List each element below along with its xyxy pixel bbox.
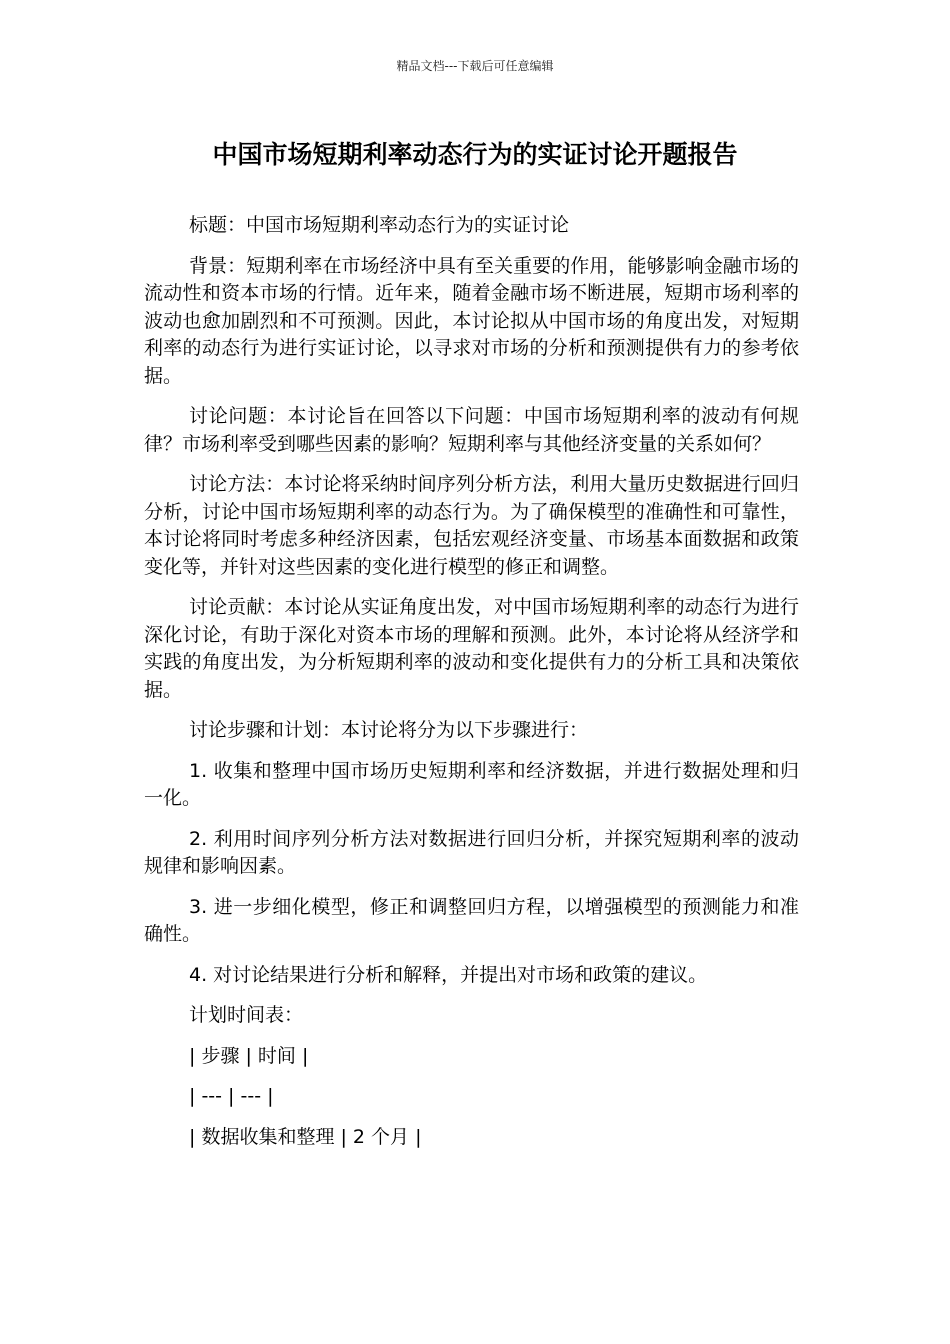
paragraph-research-methods: 讨论方法：本讨论将采纳时间序列分析方法，利用大量历史数据进行回归分析，讨论中国市场短期利率的动态行为。为了确保模型的准确性和可靠性，本讨论将同时考虑多种经济因素，包括宏观经济变量、市场基本面数据和政策变化等，并针对这些因素的变化进行模型的修正和调整。 <box>144 473 799 578</box>
paragraph-research-questions: 讨论问题：本讨论旨在回答以下问题：中国市场短期利率的波动有何规律？市场利率受到哪些因素的影响？短期利率与其他经济变量的关系如何？ <box>144 405 799 455</box>
paragraph-topic: 标题：中国市场短期利率动态行为的实证讨论 <box>189 214 570 236</box>
paragraph-steps-intro: 讨论步骤和计划：本讨论将分为以下步骤进行： <box>189 719 589 741</box>
paragraph-background: 背景：短期利率在市场经济中具有至关重要的作用，能够影响金融市场的流动性和资本市场的行情。近年来，随着金融市场不断进展，短期市场利率的波动也愈加剧烈和不可预测。因此，本讨论拟从中国市场的角度出发，对短期利率的动态行为进行实证讨论，以寻求对市场的分析和预测提供有力的参考依据。 <box>144 254 799 387</box>
paragraph-step-1: 1. 收集和整理中国市场历史短期利率和经济数据，并进行数据处理和归一化。 <box>144 759 799 809</box>
paragraph-step-3: 3. 进一步细化模型，修正和调整回归方程，以增强模型的预测能力和准确性。 <box>144 895 799 945</box>
paragraph-step-4: 4. 对讨论结果进行分析和解释，并提出对市场和政策的建议。 <box>189 963 708 986</box>
schedule-table-row: | 数据收集和整理 | 2 个月 | <box>189 1125 422 1148</box>
paragraph-schedule-heading: 计划时间表： <box>189 1004 304 1026</box>
paragraph-contribution: 讨论贡献：本讨论从实证角度出发，对中国市场短期利率的动态行为进行深化讨论，有助于深化对资本市场的理解和预测。此外，本讨论将从经济学和实践的角度出发，为分析短期利率的波动和变化提供有力的分析工具和决策依据。 <box>144 596 799 701</box>
schedule-table-header-row: | 步骤 | 时间 | <box>189 1044 309 1067</box>
schedule-table-separator-row: | --- | --- | <box>189 1085 274 1107</box>
document-body <box>144 212 799 1164</box>
document-title: 中国市场短期利率动态行为的实证讨论开题报告 <box>212 140 738 169</box>
header-note: 精品文档---下载后可任意编辑 <box>396 59 554 73</box>
paragraph-step-2: 2. 利用时间序列分析方法对数据进行回归分析，并探究短期利率的波动规律和影响因素。 <box>144 827 799 877</box>
